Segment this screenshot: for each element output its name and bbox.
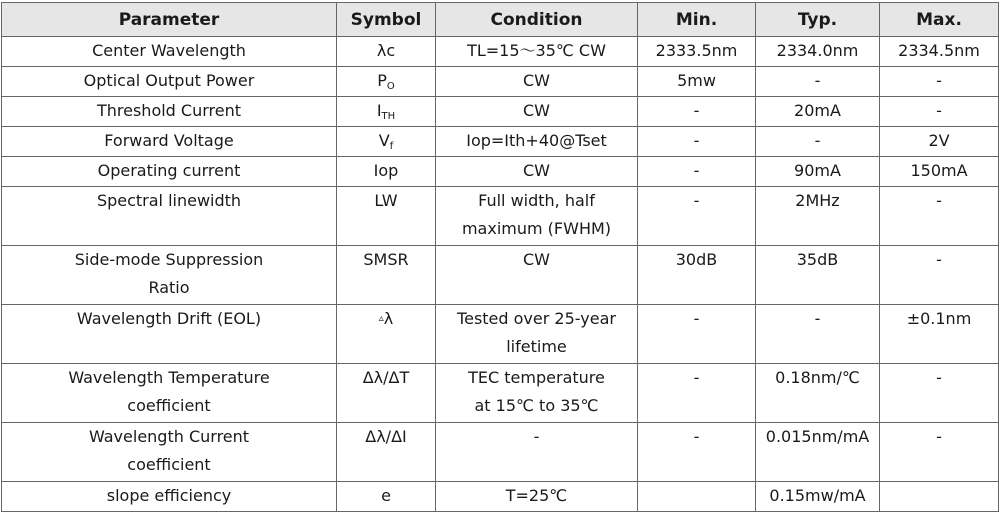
table-row — [2, 157, 999, 187]
parameter-line: coefficient — [127, 455, 211, 474]
cell-min: - — [638, 157, 756, 187]
cell-symbol — [337, 67, 436, 97]
cell-symbol — [337, 127, 436, 157]
symbol-main: λ — [383, 309, 394, 328]
condition-line: TEC temperature — [468, 368, 605, 387]
parameter-line: coefficient — [127, 396, 211, 415]
table-row — [2, 187, 999, 246]
cell-typ: 2MHz — [756, 187, 880, 246]
parameter-line: Wavelength Current — [88, 427, 250, 446]
cell-typ: 0.18nm/℃ — [756, 364, 880, 423]
cell-symbol: e — [337, 482, 436, 512]
cell-condition: CW — [436, 67, 638, 97]
cell-condition — [436, 364, 638, 423]
cell-max — [880, 482, 999, 512]
symbol-subscript: TH — [381, 111, 396, 122]
table-row — [2, 127, 999, 157]
cell-symbol: SMSR — [337, 246, 436, 305]
table-row — [2, 364, 999, 423]
parameter-line: Wavelength Temperature — [68, 368, 270, 387]
cell-min: - — [638, 97, 756, 127]
cell-min: - — [638, 127, 756, 157]
cell-symbol: λc — [337, 37, 436, 67]
header-symbol: Symbol — [337, 3, 436, 37]
delta-triangle-icon: ▵ — [378, 313, 384, 324]
cell-min: - — [638, 364, 756, 423]
cell-max: - — [880, 97, 999, 127]
cell-condition: - — [436, 423, 638, 482]
cell-typ: 35dB — [756, 246, 880, 305]
cell-symbol: LW — [337, 187, 436, 246]
cell-parameter: Center Wavelength — [2, 37, 337, 67]
table-row — [2, 97, 999, 127]
cell-min: - — [638, 305, 756, 364]
cell-min: - — [638, 187, 756, 246]
cell-condition: Iop=Ith+40@Tset — [436, 127, 638, 157]
header-max: Max. — [880, 3, 999, 37]
symbol-subscript: O — [386, 81, 395, 92]
cell-condition: T=25℃ — [436, 482, 638, 512]
cell-typ: 90mA — [756, 157, 880, 187]
cell-symbol — [337, 97, 436, 127]
symbol-subscript: f — [389, 141, 394, 152]
condition-line: Tested over 25-year — [457, 309, 616, 328]
condition-line: maximum (FWHM) — [461, 219, 612, 238]
cell-condition: TL=15～35℃ CW — [436, 37, 638, 67]
cell-parameter: Threshold Current — [2, 97, 337, 127]
cell-typ: 0.15mw/mA — [756, 482, 880, 512]
cell-condition — [436, 305, 638, 364]
cell-typ: 20mA — [756, 97, 880, 127]
cell-min: - — [638, 423, 756, 482]
table-row — [2, 37, 999, 67]
cell-parameter — [2, 246, 337, 305]
cell-condition: CW — [436, 97, 638, 127]
cell-typ: - — [756, 127, 880, 157]
cell-parameter — [2, 364, 337, 423]
cell-condition: CW — [436, 157, 638, 187]
parameter-line: Side-mode Suppression — [74, 250, 264, 269]
cell-max: 2V — [880, 127, 999, 157]
header-parameter: Parameter — [2, 3, 337, 37]
condition-line: Full width, half — [478, 191, 595, 210]
cell-parameter — [2, 423, 337, 482]
symbol-main: V — [378, 131, 390, 150]
cell-max: - — [880, 187, 999, 246]
cell-parameter: Forward Voltage — [2, 127, 337, 157]
cell-parameter: Wavelength Drift (EOL) — [2, 305, 337, 364]
cell-min: 2333.5nm — [638, 37, 756, 67]
table-row — [2, 423, 999, 482]
header-min: Min. — [638, 3, 756, 37]
cell-max: - — [880, 67, 999, 97]
condition-line: lifetime — [506, 337, 567, 356]
cell-condition — [436, 187, 638, 246]
table-row — [2, 67, 999, 97]
symbol-main: I — [376, 101, 382, 120]
table-row — [2, 305, 999, 364]
cell-parameter: Optical Output Power — [2, 67, 337, 97]
condition-line: at 15℃ to 35℃ — [474, 396, 599, 415]
parameter-line: Ratio — [148, 278, 190, 297]
cell-symbol — [337, 305, 436, 364]
cell-typ: - — [756, 67, 880, 97]
symbol-main: P — [377, 71, 387, 90]
header-condition: Condition — [436, 3, 638, 37]
cell-max: - — [880, 423, 999, 482]
cell-max: ±0.1nm — [880, 305, 999, 364]
cell-max: 150mA — [880, 157, 999, 187]
cell-max: - — [880, 246, 999, 305]
cell-parameter: Spectral linewidth — [2, 187, 337, 246]
cell-max: - — [880, 364, 999, 423]
cell-min: 30dB — [638, 246, 756, 305]
table-row — [2, 482, 999, 512]
cell-typ: - — [756, 305, 880, 364]
cell-min — [638, 482, 756, 512]
spec-table — [1, 2, 999, 512]
table-row — [2, 246, 999, 305]
cell-symbol: Δλ/ΔI — [337, 423, 436, 482]
cell-typ: 0.015nm/mA — [756, 423, 880, 482]
header-row — [2, 3, 999, 37]
cell-max: 2334.5nm — [880, 37, 999, 67]
header-typ: Typ. — [756, 3, 880, 37]
cell-typ: 2334.0nm — [756, 37, 880, 67]
cell-symbol: Δλ/ΔT — [337, 364, 436, 423]
cell-symbol: Iop — [337, 157, 436, 187]
cell-parameter: slope efficiency — [2, 482, 337, 512]
cell-parameter: Operating current — [2, 157, 337, 187]
cell-condition: CW — [436, 246, 638, 305]
cell-min: 5mw — [638, 67, 756, 97]
